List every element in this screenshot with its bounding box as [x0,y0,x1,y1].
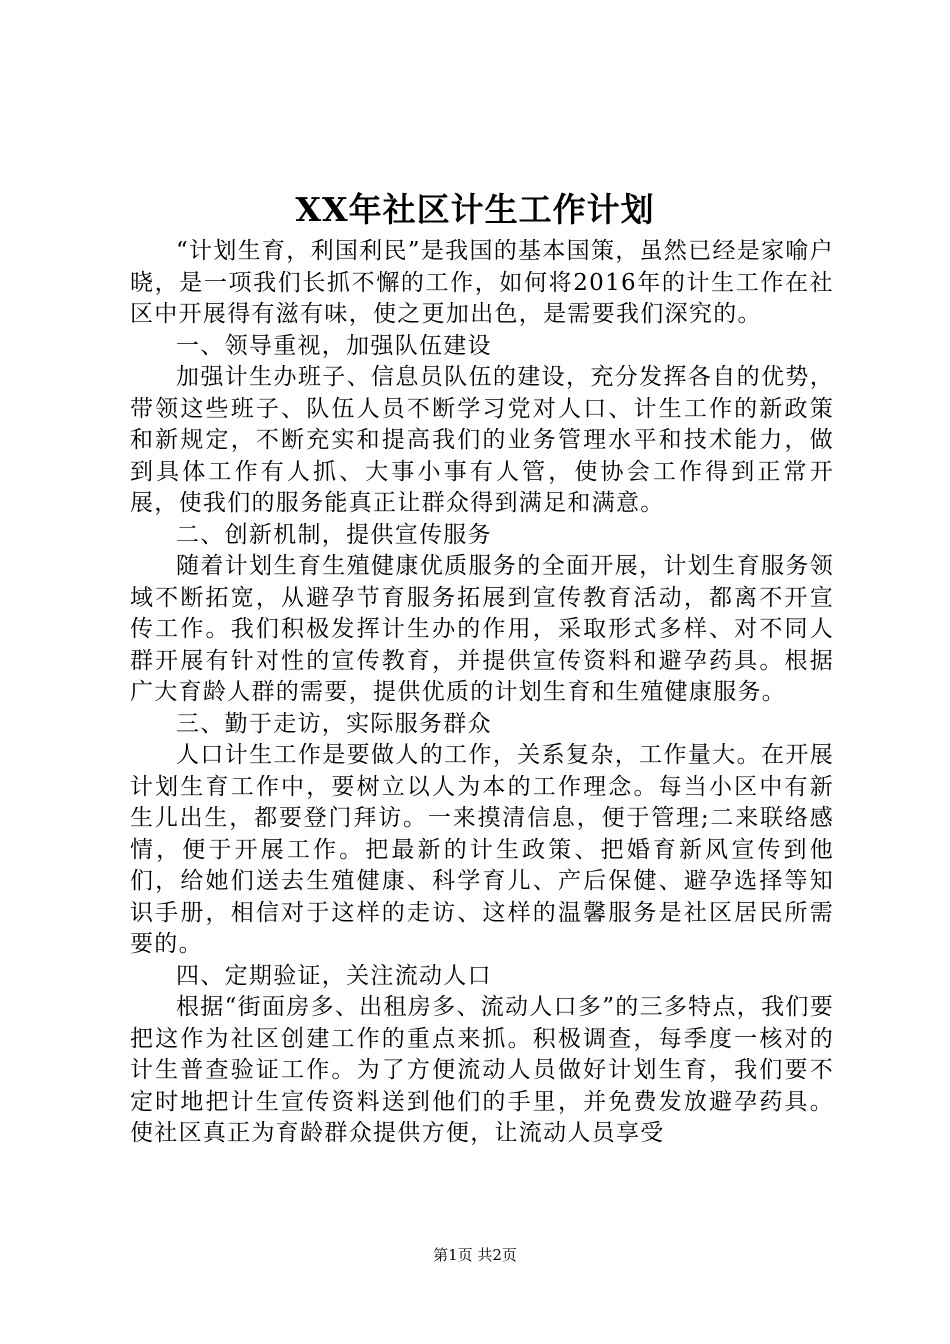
section-paragraph-3: 人口计生工作是要做人的工作，关系复杂，工作量大。在开展计划生育工作中，要树立以人为本的工作理念。每当小区中有新生儿出生，都要登门拜访。一来摸清信息，便于管理;二来联络感情，便于开展工作。把最新的计生政策、把婚育新风宣传到他们，给她们送去生殖健康、科学育儿、产后保健、避孕选择等知识手册，相信对于这样的走访、这样的温馨服务是社区居民所需要的。 [130,742,834,957]
section-heading-1: 一、领导重视，加强队伍建设 [176,332,492,359]
document-title: XX年社区计生工作计划 [295,190,655,229]
section-heading-2: 二、创新机制，提供宣传服务 [176,521,492,548]
section-paragraph-1: 加强计生办班子、信息员队伍的建设，充分发挥各自的优势，带领这些班子、队伍人员不断学习党对人口、计生工作的新政策和新规定，不断充实和提高我们的业务管理水平和技术能力，做到具体工作有人抓、大事小事有人管，使协会工作得到正常开展，使我们的服务能真正让群众得到满足和满意。 [130,364,834,516]
section-heading-4: 四、定期验证，关注流动人口 [176,962,492,989]
page-number-footer: 第1页 共2页 [433,1246,517,1264]
section-paragraph-2: 随着计划生育生殖健康优质服务的全面开展，计划生育服务领域不断拓宽，从避孕节育服务拓展到宣传教育活动，都离不开宣传工作。我们积极发挥计生办的作用，采取形式多样、对不同人群开展有针对性的宣传教育，并提供宣传资料和避孕药具。根据广大育龄人群的需要，提供优质的计划生育和生殖健康服务。 [130,553,834,705]
section-paragraph-4: 根据“街面房多、出租房多、流动人口多”的三多特点，我们要把这作为社区创建工作的重点来抓。积极调查，每季度一核对的计生普查验证工作。为了方便流动人员做好计划生育，我们要不定时地把计生宣传资料送到他们的手里，并免费发放避孕药具。使社区真正为育龄群众提供方便，让流动人员享受 [130,994,834,1146]
intro-paragraph: “计划生育，利国利民”是我国的基本国策，虽然已经是家喻户晓，是一项我们长抓不懈的工作，如何将2016年的计生工作在社区中开展得有滋有味，使之更加出色，是需要我们深究的。 [130,238,834,327]
document-body [130,236,834,1150]
section-heading-3: 三、勤于走访，实际服务群众 [176,710,492,737]
